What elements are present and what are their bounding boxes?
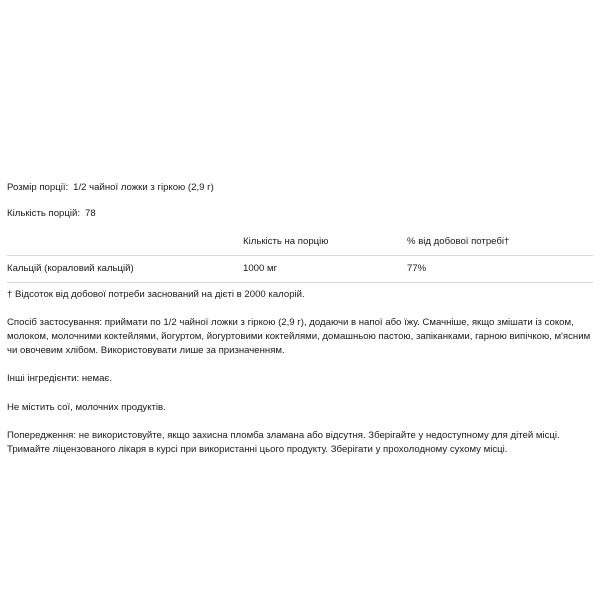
facts-table-header: [7, 235, 593, 256]
header-name-cell: [7, 235, 243, 251]
directions-paragraph: Спосіб застосування: приймати по 1/2 чайної ложки з гіркою (2,9 г), додаючи в напої або їжу. Смачніше, якщо змішати із соком, молоком, молочними коктейлями, йогуртом, йогуртовими коктейлями, домашньою пастою, запіканками, гарною випічкою, м'ясним чи овочевим хлібом. Використовувати лише за призначенням.: [7, 317, 591, 356]
servings-count-line: [7, 207, 593, 221]
facts-table: [7, 235, 593, 283]
supplement-facts-document: [7, 181, 593, 457]
nutrient-daily-value: 77%: [407, 263, 427, 274]
nutrient-name: Кальцій (кораловий кальцій): [7, 263, 134, 274]
warning-paragraph: Попередження: не використовуйте, якщо захисна пломба зламана або відсутня. Зберігайте у недоступному для дітей місці. Тримайте ліцензованого лікаря в курсі при використанні цього продукту. Зберігати у прохолодному сухому місці.: [7, 430, 560, 455]
free-of-line: Не містить сої, молочних продуктів.: [7, 402, 166, 413]
nutrient-amount: 1000 мг: [243, 263, 278, 274]
header-daily-value: % від добової потребі†: [407, 236, 510, 247]
daily-value-footnote: † Відсоток від добової потреби заснований на дієті в 2000 калорій.: [7, 289, 305, 300]
header-amount: Кількість на порцію: [243, 236, 329, 247]
servings-count-value: 78: [85, 208, 96, 219]
serving-size-value: 1/2 чайної ложки з гіркою (2,9 г): [73, 182, 214, 193]
servings-count-label: Кількість порцій:: [7, 208, 81, 219]
table-row: [7, 256, 593, 283]
serving-size-line: [7, 181, 593, 195]
serving-size-label: Розмір порції:: [7, 182, 69, 193]
other-ingredients-line: Інші інгредієнти: немає.: [7, 373, 112, 384]
